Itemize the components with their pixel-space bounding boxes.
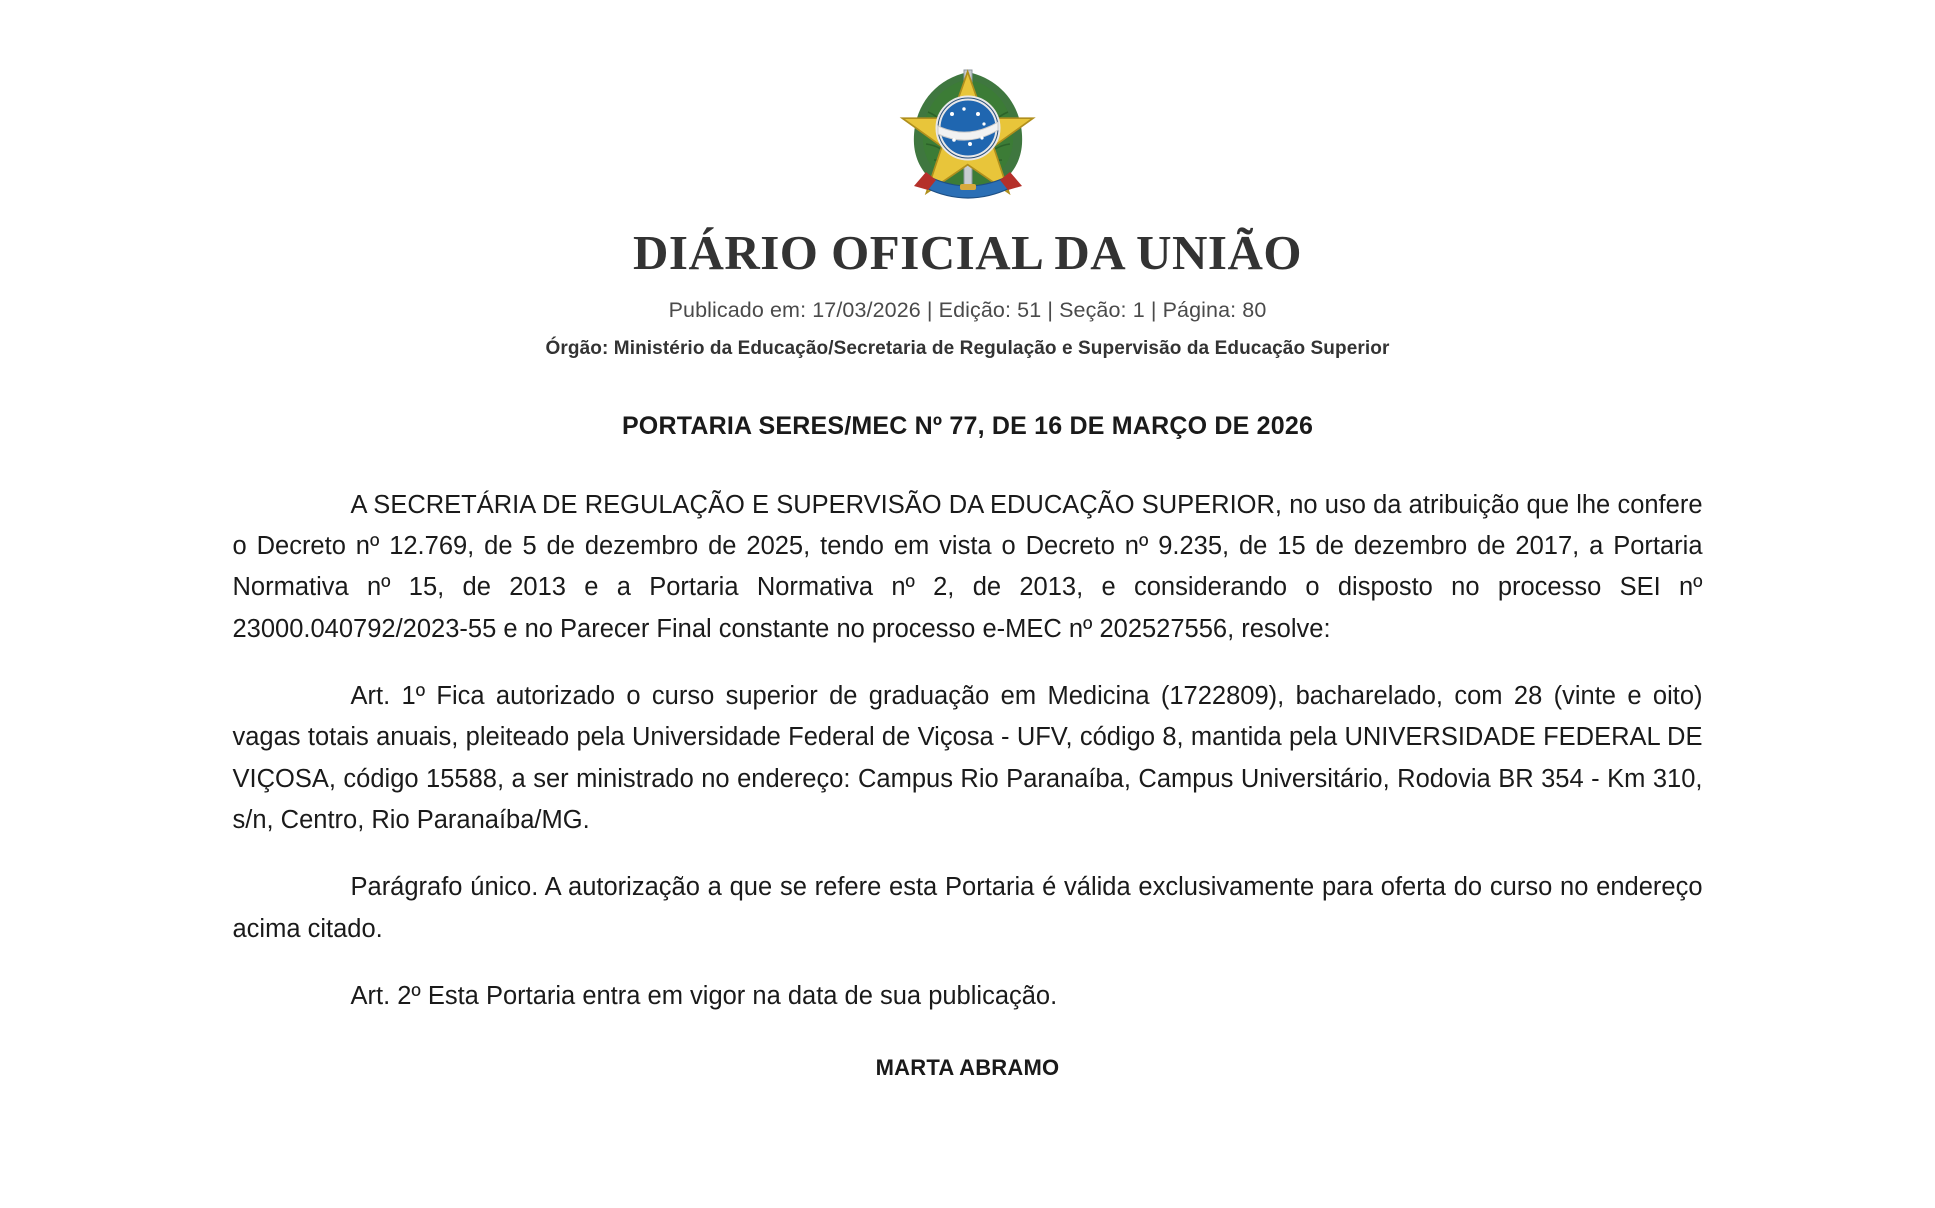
brazil-coat-of-arms-icon — [892, 52, 1044, 204]
paragraph-2: Art. 1º Fica autorizado o curso superior de graduação em Medicina (1722809), bacharelado, com 28 (vinte e oito) vagas totais anuais, pleiteado pela Universidade Federal de Viçosa - UFV, código 8, mantida pela UNIVERSIDADE FEDERAL DE VIÇOSA, código 15588, a ser ministrado no endereço: Campus Rio Paranaíba, Campus Universitário, Rodovia BR 354 - Km 310, s/n, Centro, Rio Paranaíba/MG. — [232, 682, 1703, 834]
portaria-title: PORTARIA SERES/MEC Nº 77, DE 16 DE MARÇO DE 2026 — [621, 411, 1314, 440]
document-content — [233, 0, 1703, 1081]
paragraph-1: A SECRETÁRIA DE REGULAÇÃO E SUPERVISÃO DA EDUCAÇÃO SUPERIOR, no uso da atribuição que lhe confere o Decreto nº 12.769, de 5 de dezembro de 2025, tendo em vista o Decreto nº 9.235, de 15 de dezembro de 2017, a Portaria Normativa nº 15, de 2013 e a Portaria Normativa nº 2, de 2013, e considerando o disposto no processo SEI nº 23000.040792/2023-55 e no Parecer Final constante no processo e-MEC nº 202527556, resolve: — [232, 490, 1703, 643]
document-body — [233, 485, 1703, 1017]
paragraph-4: Art. 2º Esta Portaria entra em vigor na data de sua publicação. — [350, 981, 1058, 1010]
page-title: DIÁRIO OFICIAL DA UNIÃO — [632, 225, 1302, 280]
paragraph-3: Parágrafo único. A autorização a que se refere esta Portaria é válida exclusivamente para oferta do curso no endereço acima citado. — [232, 873, 1703, 943]
organ-info: Órgão: Ministério da Educação/Secretaria de Regulação e Supervisão da Educação Superior — [545, 337, 1390, 359]
publication-info: Publicado em: 17/03/2026 | Edição: 51 | Seção: 1 | Página: 80 — [668, 297, 1267, 322]
crest-container — [233, 44, 1703, 212]
signature: MARTA ABRAMO — [875, 1055, 1060, 1081]
